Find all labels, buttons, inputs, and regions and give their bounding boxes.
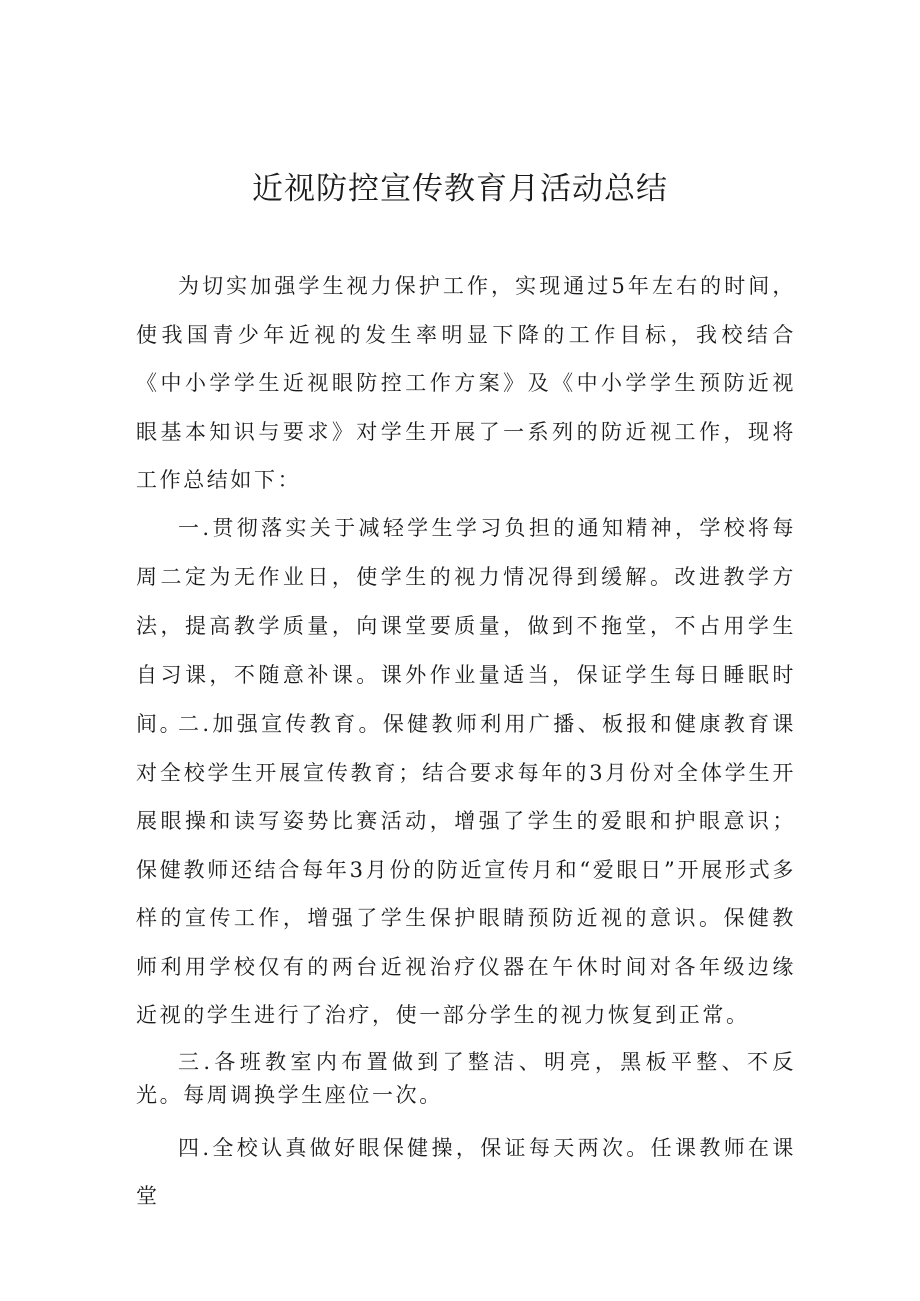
- paragraph-two-block: [136, 700, 796, 1040]
- paragraph-four-block: [136, 1124, 796, 1220]
- paragraph-four: 四.全校认真做好眼保健操，保证每天两次。任课教师在课堂: [136, 1136, 796, 1208]
- paragraph-one: 一.贯彻落实关于减轻学生学习负担的通知精神，学校将每周二定为无作业日，使学生的视力情况得到缓解。改进教学方法，提高教学质量，向课堂要质量，做到不拖堂，不占用学生自习课，不随意补课。课外作业量适当，保证学生每日睡眠时间。: [136, 516, 796, 736]
- paragraph-intro: 为切实加强学生视力保护工作，实现通过5年左右的时间，使我国青少年近视的发生率明显下降的工作目标，我校结合《中小学学生近视眼防控工作方案》及《中小学学生预防近视眼基本知识与要求》对学生开展了一系列的防近视工作，现将工作总结如下：: [136, 274, 796, 492]
- paragraph-three-block: [136, 1046, 796, 1112]
- paragraph-two: 二.加强宣传教育。保健教师利用广播、板报和健康教育课对全校学生开展宣传教育；结合要求每年的3月份对全体学生开展眼操和读写姿势比赛活动，增强了学生的爱眼和护眼意识；保健教师还结合每年3月份的防近宣传月和“爱眼日”开展形式多样的宣传工作，增强了学生保护眼睛预防近视的意识。保健教师利用学校仅有的两台近视治疗仪器在午休时间对各年级边缘近视的学生进行了治疗，使一部分学生的视力恢复到正常。: [136, 712, 796, 1027]
- paragraph-intro-block: [136, 262, 796, 505]
- document-title: 近视防控宣传教育月活动总结: [252, 171, 668, 207]
- paragraph-three: 三.各班教室内布置做到了整洁、明亮，黑板平整、不反光。每周调换学生座位一次。: [136, 1050, 796, 1107]
